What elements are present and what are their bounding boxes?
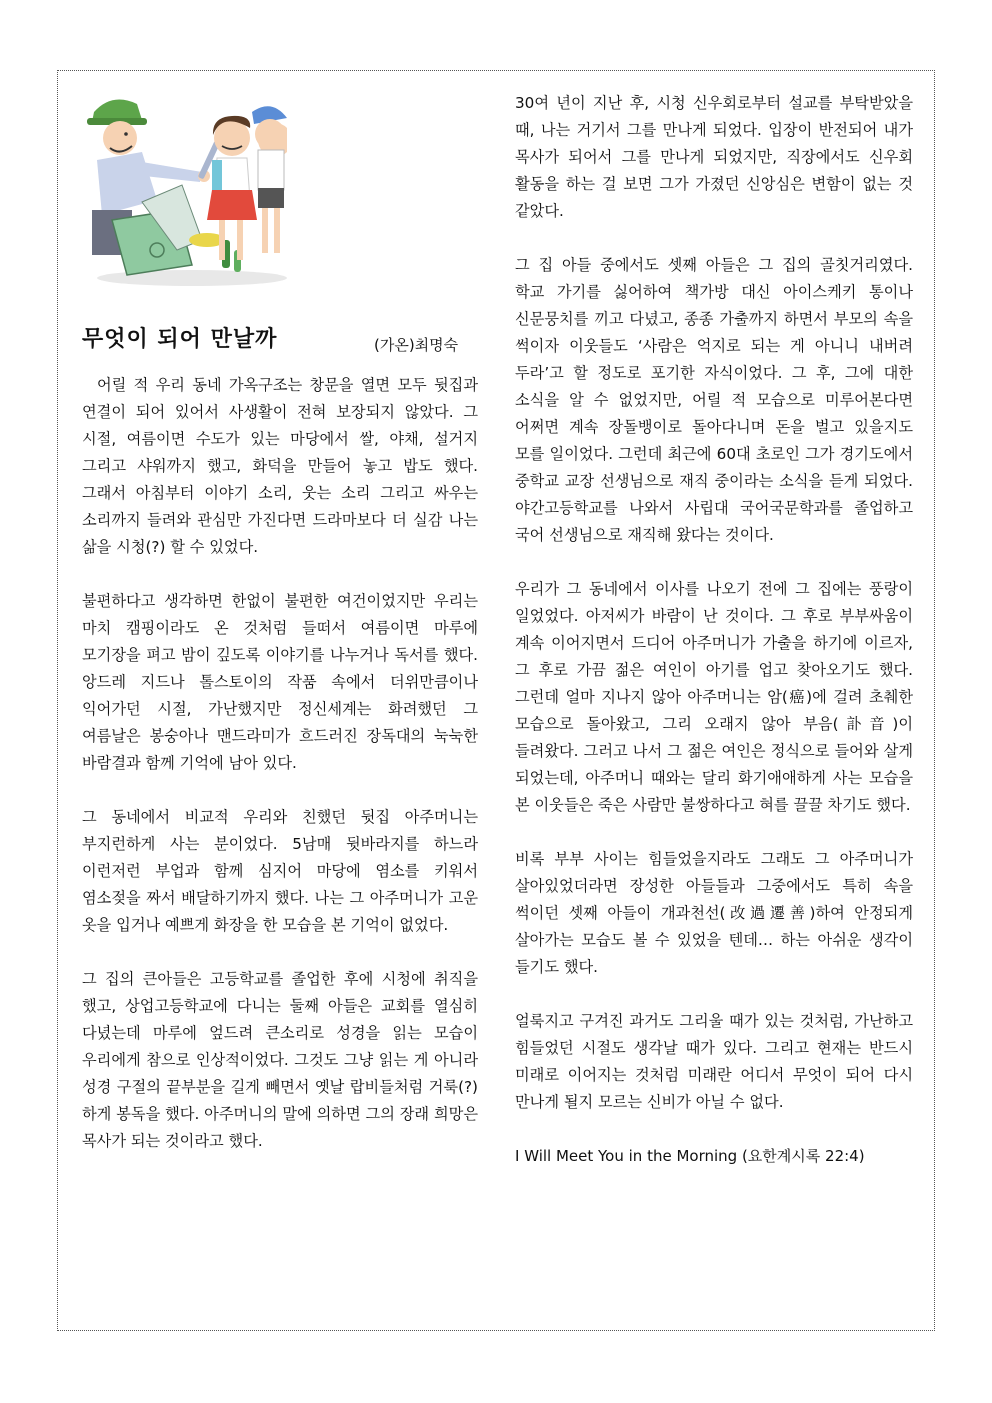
scripture-reference: I Will Meet You in the Morning (요한계시록 22:4) bbox=[515, 1147, 865, 1165]
paragraph: 불편하다고 생각하면 한없이 불편한 여건이었지만 우리는 마치 캠핑이라도 온 것처럼 들떠서 여름이면 마루에 모기장을 펴고 밤이 깊도록 이야기를 나누거나 독서를 했다. 앙드레 지드나 톨스토이의 작품 속에서 더위만큼이나 익어가던 시절, 가난했지만 정신세계는 화려했던 그 여름날은 봉숭아나 맨드라미가 흐드러진 장독대의 눅눅한 바람결과 함께 기억에 남아 있다. bbox=[82, 592, 478, 772]
right-column bbox=[515, 90, 913, 1170]
paragraph: 얼룩지고 구겨진 과거도 그리울 때가 있는 것처럼, 가난하고 힘들었던 시절도 생각날 때가 있다. 그리고 현재는 반드시 미래로 이어지는 것처럼 미래란 어디서 무엇이 되어 다시 만나게 될지 모르는 신비가 아닐 수 없다. bbox=[515, 1012, 913, 1111]
paragraph: 어릴 적 우리 동네 가옥구조는 창문을 열면 모두 뒷집과 연결이 되어 있어서 사생활이 전혀 보장되지 않았다. 그 시절, 여름이면 수도가 있는 마당에서 쌀, 야채, 설거지 그리고 샤워까지 했고, 화덕을 만들어 놓고 밥도 했다. 그래서 아침부터 이야기 소리, 웃는 소리 그리고 싸우는 소리까지 들려와 관심만 가진다면 드라마보다 더 실감 나는 삶을 시청(?) 할 수 있었다. bbox=[82, 376, 478, 556]
paragraph: 그 집 아들 중에서도 셋째 아들은 그 집의 골칫거리였다. 학교 가기를 싫어하여 책가방 대신 아이스케키 통이나 신문뭉치를 끼고 다녔고, 종종 가출까지 하면서 부모의 속을 썩이자 이웃들도 ‘사람은 억지로 되는 게 아니니 내버려 두라’고 할 정도로 포기한 자식이었다. 그 후, 그에 대한 소식을 알 수 없었지만, 어릴 적 모습으로 미루어본다면 어쩌면 계속 장돌뱅이로 돌아다니며 돈을 벌고 있을지도 모를 일이었다. 그런데 최근에 60대 초로인 그가 경기도에서 중학교 교장 선생님으로 재직 중이라는 소식을 듣게 되었다. 야간고등학교를 나와서 사립대 국어국문학과를 졸업하고 국어 선생님으로 재직해 왔다는 것이다. bbox=[515, 256, 913, 544]
author-name: (가온)최명숙 bbox=[374, 336, 459, 354]
boys-figures bbox=[252, 106, 287, 253]
left-column bbox=[82, 90, 478, 1182]
ice-cream-vendor-illustration bbox=[82, 90, 287, 290]
paragraph: 30여 년이 지난 후, 시청 신우회로부터 설교를 부탁받았을 때, 나는 거기서 그를 만나게 되었다. 입장이 반전되어 내가 목사가 되어서 그를 만나게 되었지만, 직장에서도 신우회 활동을 하는 걸 보면 그가 가졌던 신앙심은 변함이 없는 것 같았다. bbox=[515, 94, 913, 220]
article-title: 무엇이 되어 만날까 bbox=[82, 327, 278, 352]
paragraph: 그 집의 큰아들은 고등학교를 졸업한 후에 시청에 취직을 했고, 상업고등학교에 다니는 둘째 아들은 교회를 열심히 다녔는데 마루에 엎드려 큰소리로 성경을 읽는 모습이 우리에게 참으로 인상적이었다. 그것도 그냥 읽는 게 아니라 성경 구절의 끝부분을 길게 빼면서 옛날 랍비들처럼 거룩(?)하게 봉독을 했다. 아주머니의 말에 의하면 그의 장래 희망은 목사가 되는 것이라고 했다. bbox=[82, 970, 478, 1150]
title-row bbox=[82, 322, 478, 362]
paragraph: 비록 부부 사이는 힘들었을지라도 그래도 그 아주머니가 살아있었더라면 장성한 아들들과 그중에서도 특히 속을 썩이던 셋째 아들이 개과천선(改過遷善)하여 안정되게 살아가는 모습도 볼 수 있었을 텐데… 하는 아쉬운 생각이 들기도 했다. bbox=[515, 850, 913, 976]
paragraph: 그 동네에서 비교적 우리와 친했던 뒷집 아주머니는 부지런하게 사는 분이었다. 5남매 뒷바라지를 하느라 이런저런 부업과 함께 심지어 마당에 염소를 키워서 염소젖을 짜서 배달하기까지 했다. 나는 그 아주머니가 고운 옷을 입거나 예쁘게 화장을 한 모습을 본 기억이 없었다. bbox=[82, 808, 478, 934]
paragraph: 우리가 그 동네에서 이사를 나오기 전에 그 집에는 풍랑이 일었었다. 아저씨가 바람이 난 것이다. 그 후로 부부싸움이 계속 이어지면서 드디어 아주머니가 가출을 하기에 이르자, 그 후로 가끔 젊은 여인이 아기를 업고 찾아오기도 했다. 그런데 얼마 지나지 않아 아주머니는 암(癌)에 걸려 초췌한 모습으로 돌아왔고, 그리 오래지 않아 부음(訃音)이 들려왔다. 그러고 나서 그 젊은 여인은 정식으로 들어와 살게 되었는데, 아주머니 때와는 달리 화기애애하게 사는 모습을 본 이웃들은 죽은 사람만 불쌍하다고 혀를 끌끌 차기도 했다. bbox=[515, 580, 913, 814]
